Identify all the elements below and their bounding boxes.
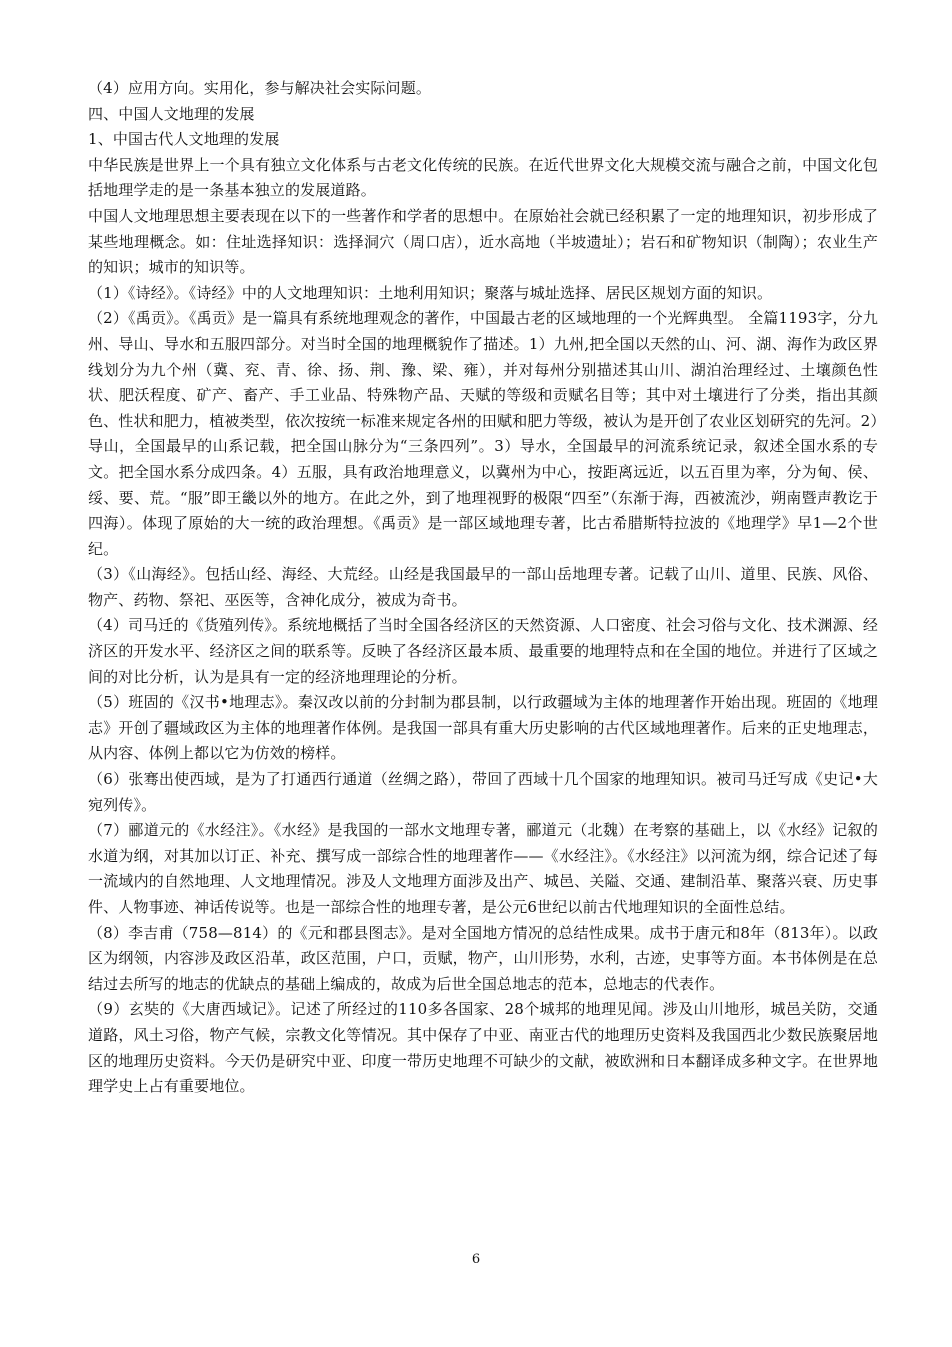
section-heading: 四、中国人文地理的发展: [88, 104, 255, 123]
paragraph: （7）郦道元的《水经注》。《水经》是我国的一部水文地理专著，郦道元（北魏）在考察的基础上，以《水经》记叙的水道为纲，对其加以订正、补充、撰写成一部综合性的地理著作——《水经注》。《水经注》以河流为纲，综合记述了每一流域内的自然地理、人文地理情况。涉及人文地理方面涉及出产、城邑、关隘、交通、建制沿革、聚落兴衰、历史事件、人物事迹、神话传说等。也是一部综合性的地理专著，是公元6世纪以前古代地理知识的全面性总结。: [88, 821, 878, 916]
paragraph: （6）张骞出使西域，是为了打通西行通道（丝绸之路），带回了西域十几个国家的地理知识。被司马迁写成《史记•大宛列传》。: [88, 770, 878, 814]
paragraph: （3）《山海经》。包括山经、海经、大荒经。山经是我国最早的一部山岳地理专著。记载了山川、道里、民族、风俗、物产、药物、祭祀、巫医等，含神化成分，被成为奇书。: [88, 565, 878, 609]
page-number: 6: [471, 1252, 481, 1267]
subsection-heading: 1、中国古代人文地理的发展: [88, 130, 280, 149]
paragraph: （5）班固的《汉书•地理志》。秦汉改以前的分封制为郡县制，以行政疆域为主体的地理著作开始出现。班固的《地理志》开创了疆域政区为主体的地理著作体例。是我国一部具有重大历史影响的古代区域地理著作。后来的正史地理志，从内容、体例上都以它为仿效的榜样。: [88, 693, 878, 763]
paragraph: （9）玄奘的《大唐西域记》。记述了所经过的110多各国家、28个城邦的地理见闻。涉及山川地形，城邑关防，交通道路，风土习俗，物产气候，宗教文化等情况。其中保存了中亚、南亚古代的地理历史资料及我国西北少数民族聚居地区的地理历史资料。今天仍是研究中亚、印度一带历史地理不可缺少的文献，被欧洲和日本翻译成多种文字。在世界地理学史上占有重要地位。: [88, 1000, 878, 1096]
paragraph: （2）《禹贡》。《禹贡》是一篇具有系统地理观念的著作，中国最古老的区域地理的一个光辉典型。 全篇1193字，分九州、导山、导水和五服四部分。对当时全国的地理概貌作了描述。1）九州,把全国以天然的山、河、湖、海作为政区界线划分为九个州（冀、兖、青、徐、扬、荆、豫、梁、雍），并对每州分别描述其山川、湖泊治理经过、土壤颜色性状、肥沃程度、矿产、畜产、手工业品、特殊物产品、天赋的等级和贡赋名目等；其中对土壤进行了分类，指出其颜色、性状和肥力，植被类型，依次按统一标准来规定各州的田赋和肥力等级，被认为是开创了农业区划研究的先河。2）导山，全国最早的山系记载，把全国山脉分为“三条四列”。3）导水，全国最早的河流系统记录，叙述全国水系的专文。把全国水系分成四条。4）五服，具有政治地理意义，以冀州为中心，按距离远近，以五百里为率，分为甸、侯、绥、要、荒。“服”即王畿以外的地方。在此之外，到了地理视野的极限“四至”（东渐于海，西被流沙，朔南暨声教讫于四海）。体现了原始的大一统的政治理想。《禹贡》是一部区域地理专著，比古希腊斯特拉波的《地理学》早1—2个世纪。: [88, 309, 878, 558]
paragraph: （4）应用方向。实用化，参与解决社会实际问题。: [88, 79, 431, 97]
document-body: [88, 76, 878, 1100]
paragraph: 中国人文地理思想主要表现在以下的一些著作和学者的思想中。在原始社会就已经积累了一定的地理知识，初步形成了某些地理概念。如：住址选择知识：选择洞穴（周口店），近水高地（半坡遗址）；岩石和矿物知识（制陶）；农业生产的知识；城市的知识等。: [88, 206, 878, 277]
paragraph: 中华民族是世界上一个具有独立文化体系与古老文化传统的民族。在近代世界文化大规模交流与融合之前，中国文化包括地理学走的是一条基本独立的发展道路。: [88, 155, 878, 200]
paragraph: （1）《诗经》。《诗经》中的人文地理知识：土地利用知识；聚落与城址选择、居民区规划方面的知识。: [88, 283, 773, 302]
paragraph: （4）司马迁的《货殖列传》。系统地概括了当时全国各经济区的天然资源、人口密度、社会习俗与文化、技术渊源、经济区的开发水平、经济区之间的联系等。反映了各经济区最本质、最重要的地理特点和在全国的地位。并进行了区域之间的对比分析，认为是具有一定的经济地理理论的分析。: [88, 616, 878, 686]
paragraph: （8）李吉甫（758—814）的《元和郡县图志》。是对全国地方情况的总结性成果。成书于唐元和8年（813年）。以政区为纲领，内容涉及政区沿革，政区范围，户口，贡赋，物产，山川形势，水利，古迹，史事等方面。本书体例是在总结过去所写的地志的优缺点的基础上编成的，故成为后世全国总地志的范本，总地志的代表作。: [88, 923, 878, 993]
